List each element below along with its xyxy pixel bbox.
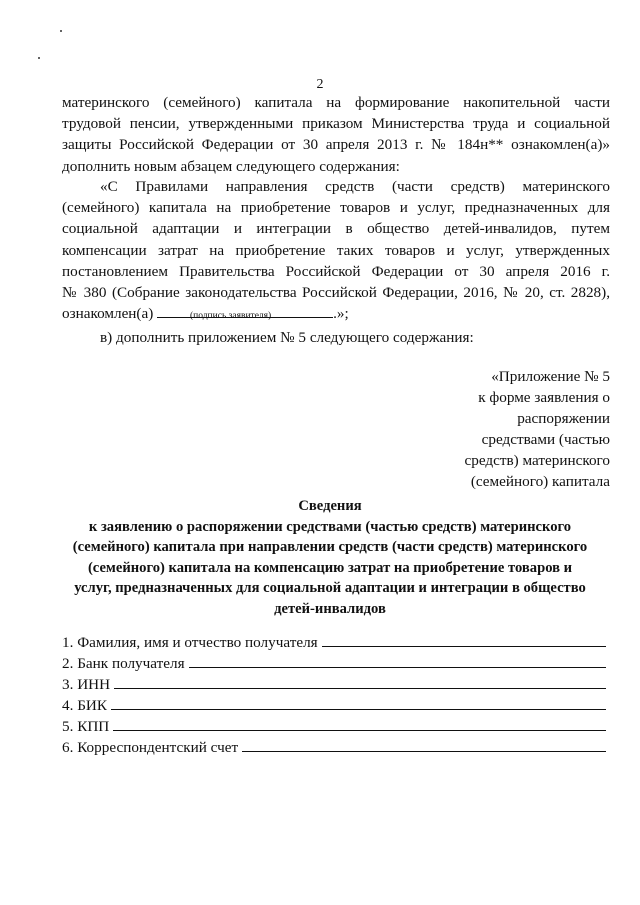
text-line: материнского (семейного) капитала на формирование накопительной части [62,94,610,111]
text-line: защиты Российской Федерации от 30 апреля 2013 г. № 184н** ознакомлен(а)» [62,136,610,154]
field-bik[interactable] [62,695,610,716]
signature-line [62,303,610,324]
heading-line: детей-инвалидов [274,600,386,617]
field-underline[interactable] [242,737,606,752]
field-recipient-bank[interactable] [62,653,610,674]
field-kpp[interactable] [62,716,610,737]
field-inn[interactable] [62,674,610,695]
heading-title: Сведения [298,498,362,514]
text-line: дополнить новым абзацем следующего содержания: [62,157,400,175]
signature-suffix: .»; [333,305,349,323]
quote-paragraph [62,176,610,324]
appendix-caption [465,366,610,492]
field-label: 4. БИК [62,697,108,714]
field-label: 6. Корреспондентский счет [62,739,239,756]
text-line: (семейного) капитала на приобретение товаров и услуг, предназначенных для [62,199,610,217]
signature-caption: (подпись заявителя) [190,311,272,321]
field-recipient-name[interactable] [62,632,610,653]
text-line: «С Правилами направления средств (части средств) материнского [100,178,610,195]
text-line: постановлением Правительства Российской Федерации от 30 апреля 2016 г. [62,262,610,280]
item-v [62,327,610,348]
field-label: 5. КПП [62,718,110,735]
field-label: 2. Банк получателя [62,655,185,672]
heading-line: (семейного) капитала при направлении средств (части средств) материнского [72,539,588,556]
appendix-line: «Приложение № 5 [491,368,610,385]
signature-prefix: ознакомлен(а) [62,305,154,323]
text-line: компенсации затрат на приобретение таких товаров и услуг, утвержденных [62,241,610,259]
page-number: 2 [316,77,324,92]
scan-speck [60,30,62,32]
heading-line: (семейного) капитала на компенсацию затрат на приобретение товаров и [87,559,573,576]
form-heading [40,496,620,620]
text-line: трудовой пенсии, утвержденными приказом Министерства труда и социальной [62,115,610,133]
appendix-line: средств) материнского [464,452,610,469]
heading-line: услуг, предназначенных для социальной адаптации и интеграции в общество [74,580,586,597]
text-line: в) дополнить приложением № 5 следующего содержания: [100,329,474,346]
appendix-line: (семейного) капитала [470,473,610,490]
heading-line: к заявлению о распоряжении средствами (частью средств) материнского [88,518,572,535]
field-label: 3. ИНН [62,676,111,693]
text-line: социальной адаптации и интеграции в общество детей-инвалидов, путем [62,220,610,238]
scan-speck [38,57,40,59]
form-fields [62,632,610,758]
appendix-line: к форме заявления о [478,389,610,406]
field-underline[interactable] [113,716,606,731]
field-label: 1. Фамилия, имя и отчество получателя [62,634,318,651]
appendix-line: средствами (частью [481,431,610,448]
field-underline[interactable] [111,695,606,710]
intro-paragraph [62,92,610,177]
field-underline[interactable] [322,632,606,647]
text-line: № 380 (Собрание законодательства Российской Федерации, 2016, № 20, ст. 2828), [62,284,610,302]
field-underline[interactable] [189,653,606,668]
field-underline[interactable] [114,674,606,689]
appendix-line: распоряжении [517,410,610,427]
field-correspondent-account[interactable] [62,737,610,758]
